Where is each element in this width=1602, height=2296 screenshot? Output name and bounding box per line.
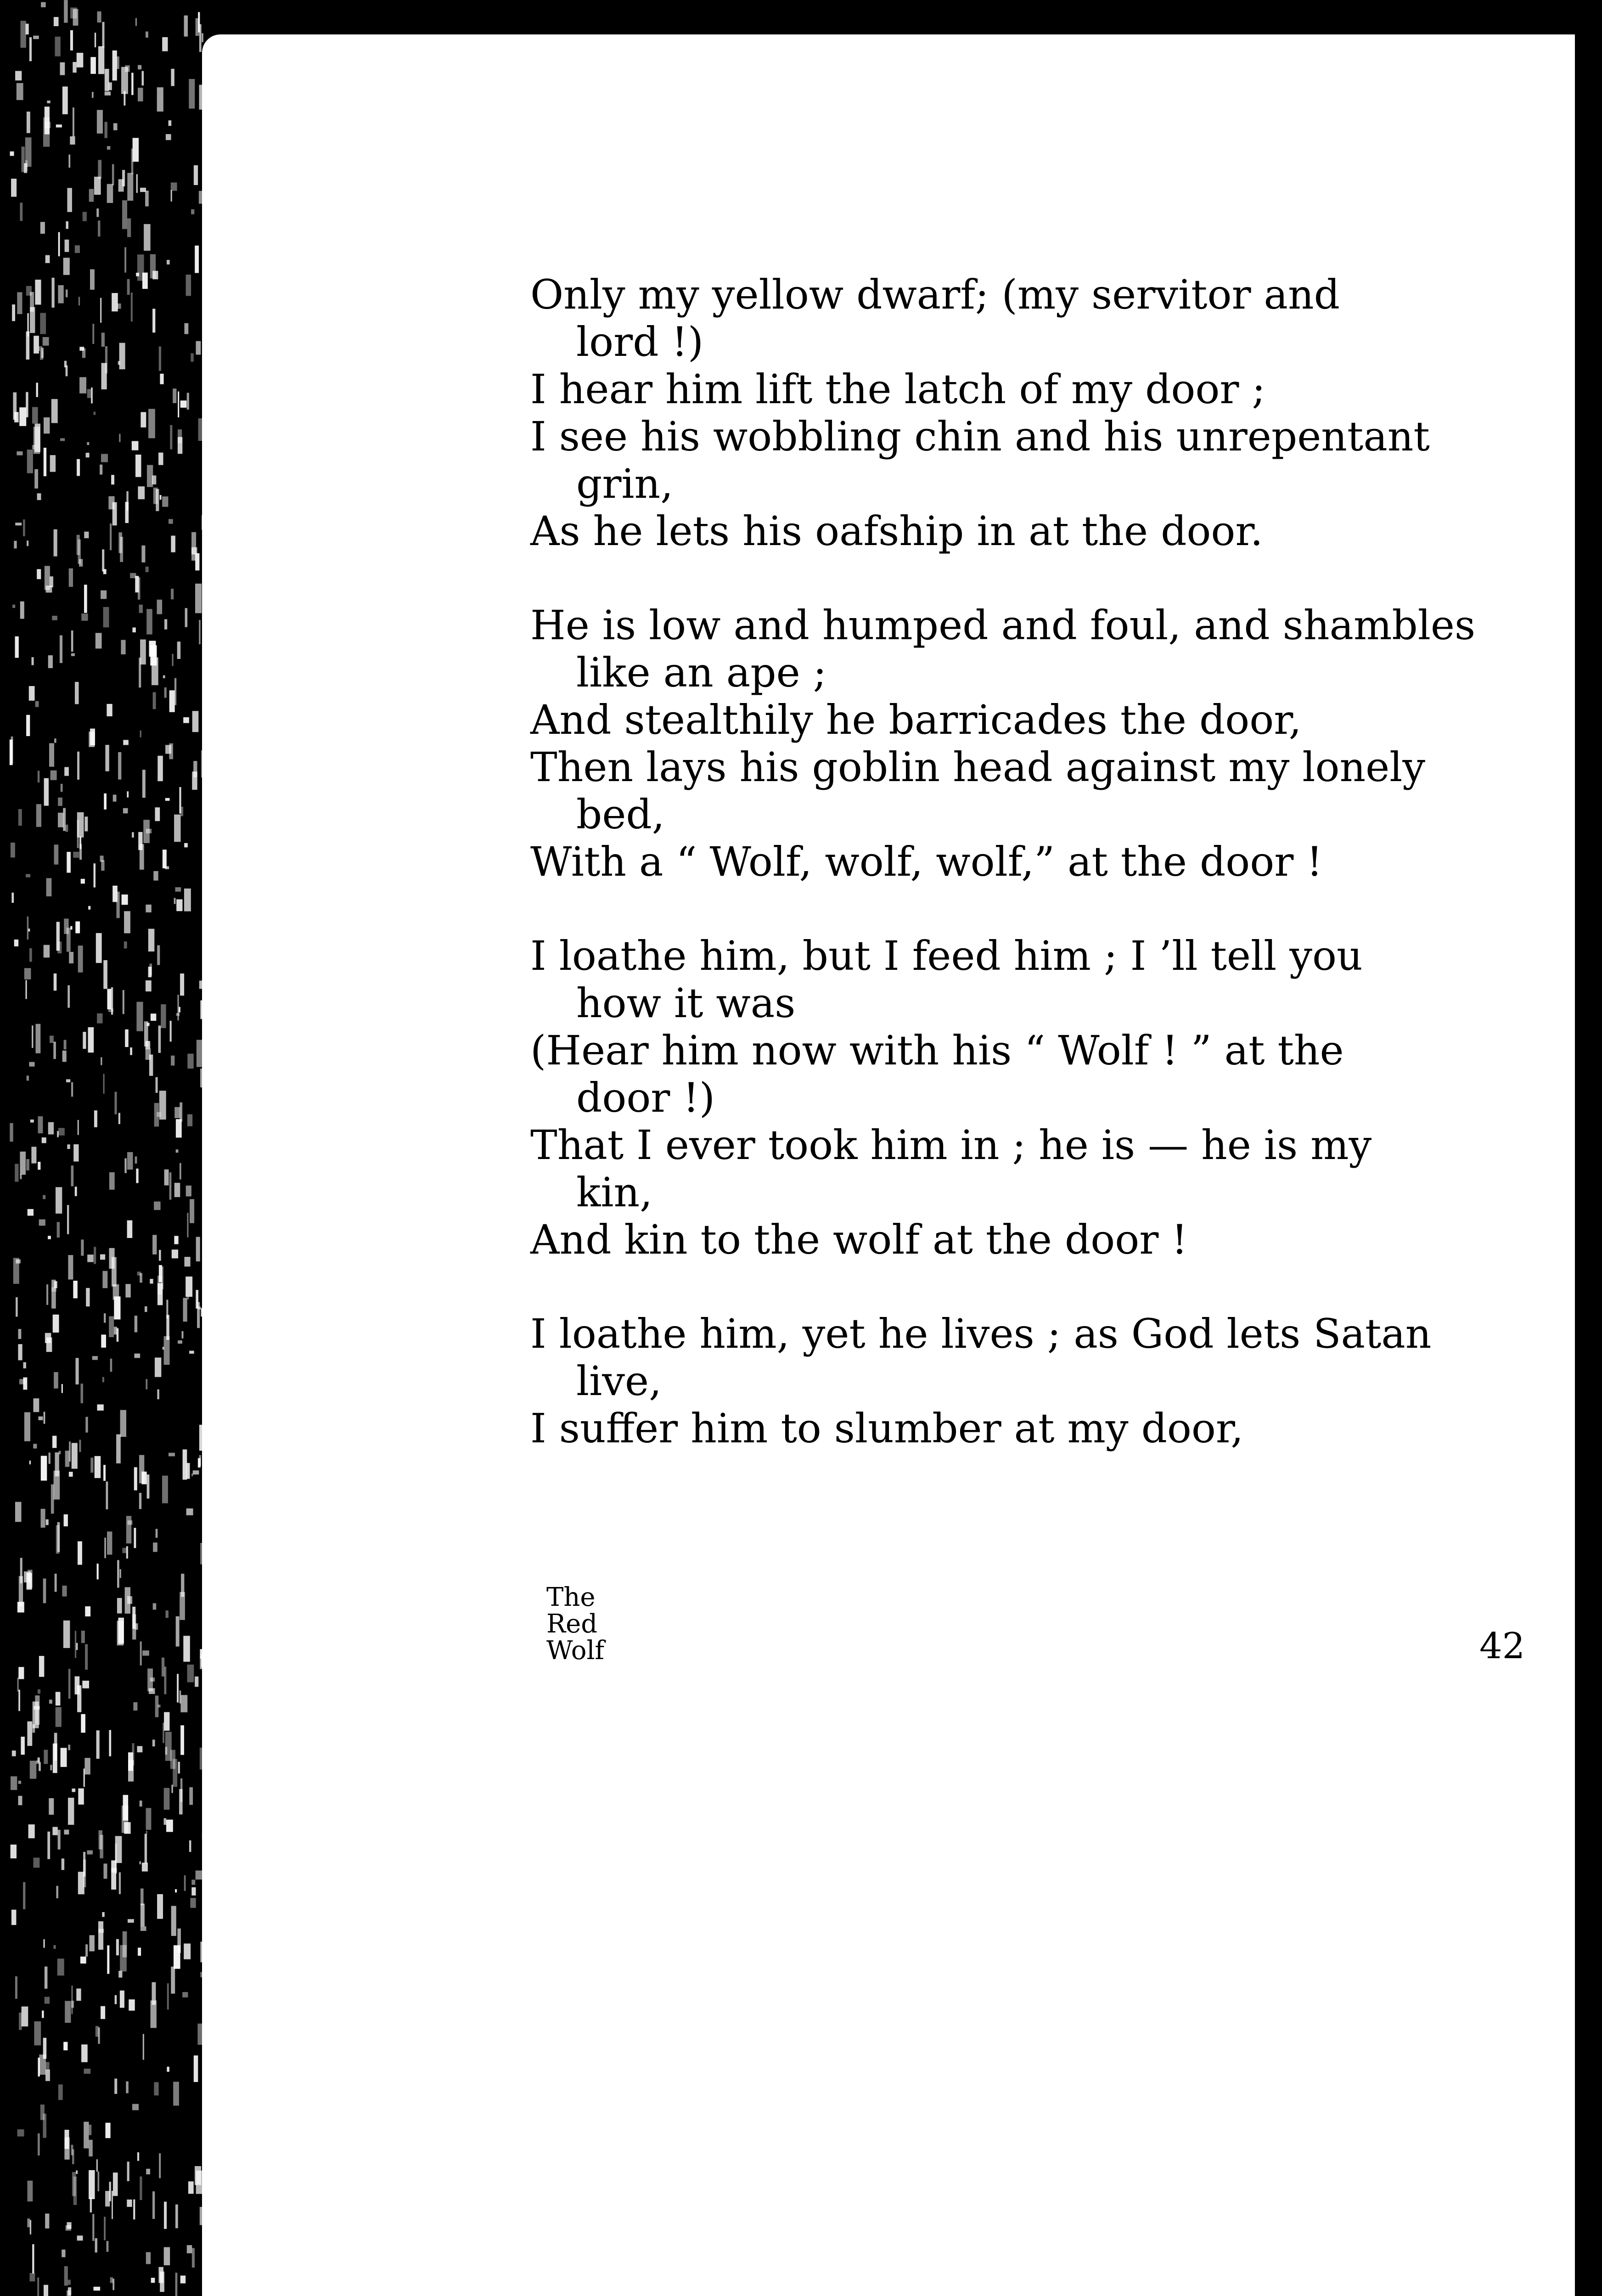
poem-line: I suffer him to slumber at my door, <box>530 1405 1244 1452</box>
poem-line: (Hear him now with his “ Wolf ! ” at the <box>530 1027 1344 1074</box>
page-edge-texture <box>0 0 216 2296</box>
poem-line: how it was <box>576 979 796 1027</box>
stanza <box>530 602 1568 885</box>
poem-line: lord !) <box>576 318 704 366</box>
poem-line: That I ever took him in ; he is — he is my <box>530 1121 1372 1169</box>
running-title-line: Wolf <box>546 1636 605 1666</box>
poem-line: I loathe him, but I feed him ; I ’ll tell you <box>530 932 1363 979</box>
running-title-line: The <box>546 1582 596 1612</box>
poem-line: like an ape ; <box>576 649 827 696</box>
poem-line: Only my yellow dwarf; (my servitor and <box>530 271 1340 318</box>
poem-line: He is low and humped and foul, and shambles <box>530 602 1476 649</box>
poem-line: With a “ Wolf, wolf, wolf,” at the door ! <box>530 838 1323 885</box>
poem-line: And stealthily he barricades the door, <box>530 696 1302 743</box>
stanza <box>530 932 1568 1263</box>
poem-line: bed, <box>576 791 665 838</box>
poem-line: grin, <box>576 460 674 507</box>
stanza <box>530 1310 1568 1452</box>
poem-line: As he lets his oafship in at the door. <box>530 507 1263 555</box>
poem-line: live, <box>576 1357 662 1405</box>
poem-line: Then lays his goblin head against my lonely <box>530 743 1426 791</box>
poem-line: kin, <box>576 1169 653 1216</box>
poem-line: door !) <box>576 1074 715 1121</box>
running-title-line: Red <box>546 1609 598 1639</box>
running-title <box>546 1584 604 1664</box>
poem-line: I loathe him, yet he lives ; as God lets Satan <box>530 1310 1432 1357</box>
poem-line: I hear him lift the latch of my door ; <box>530 366 1266 413</box>
page-number: 42 <box>1479 1626 1525 1667</box>
stanza <box>530 271 1568 555</box>
poem-body <box>530 271 1568 1452</box>
poem-line: And kin to the wolf at the door ! <box>530 1216 1188 1263</box>
poem-line: I see his wobbling chin and his unrepentant <box>530 413 1430 460</box>
